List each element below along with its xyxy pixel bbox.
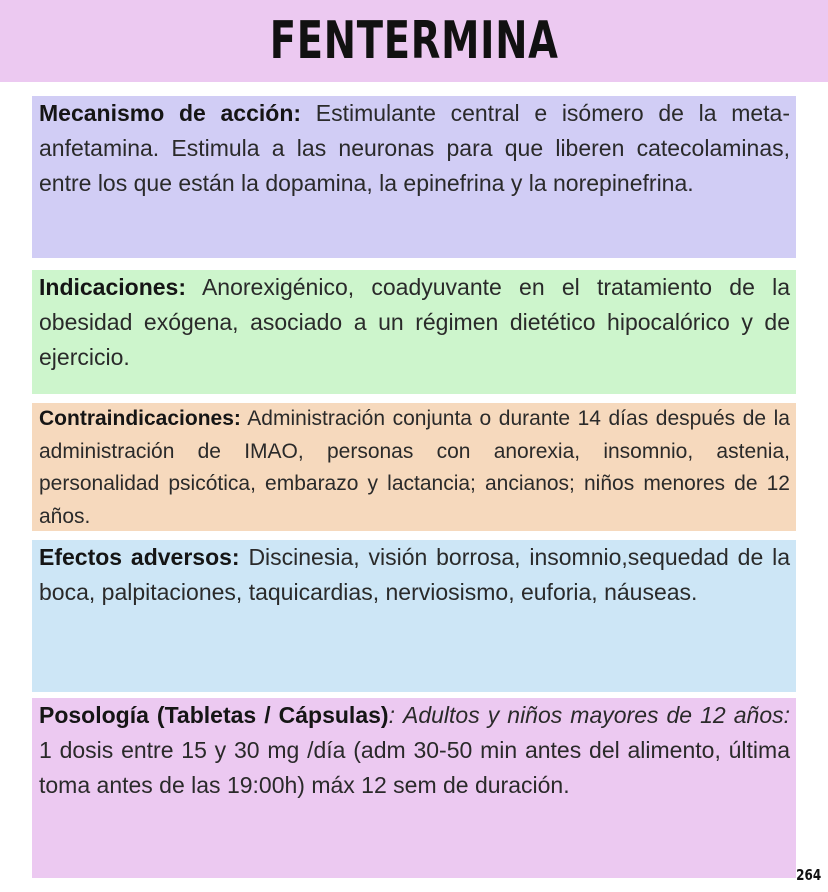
section-contraindicaciones: [32, 403, 796, 531]
section-efectos-label: Efectos adversos:: [39, 544, 240, 570]
section-posologia-colon: :: [388, 702, 395, 728]
section-indicaciones-body: [39, 270, 790, 375]
section-posologia-body: [39, 698, 790, 803]
section-contraindicaciones-body: [39, 403, 790, 533]
section-contraindicaciones-label: Contraindicaciones:: [39, 407, 241, 430]
section-efectos-adversos: [32, 540, 796, 692]
section-mecanismo-label: Mecanismo de acción:: [39, 100, 302, 126]
section-posologia-text: 1 dosis entre 15 y 30 mg /día (adm 30-50 min antes del alimento, última toma antes de las 19:00h) máx 12 sem de duración.: [39, 737, 790, 798]
section-efectos-body: [39, 540, 790, 610]
section-mecanismo-text: Estimulante central e isómero de la meta-anfetamina. Estimula a las neuronas para que liberen catecolaminas, entre los que están la dopamina, la epinefrina y la norepinefrina.: [39, 100, 790, 196]
title-banner: [0, 0, 828, 82]
section-indicaciones: [32, 270, 796, 394]
section-efectos-text: Discinesia, visión borrosa, insomnio,sequedad de la boca, palpitaciones, taquicardias, nerviosismo, euforia, náuseas.: [39, 544, 790, 605]
page-number: 264: [795, 866, 821, 884]
section-posologia-label: Posología (Tabletas / Cápsulas): [39, 702, 389, 728]
section-mecanismo: [32, 96, 796, 258]
section-mecanismo-body: [39, 96, 790, 201]
section-contraindicaciones-text: Administración conjunta o durante 14 días después de la administración de IMAO, personas con anorexia, insomnio, astenia, personalidad psicótica, embarazo y lactancia; ancianos; niños menores de 12 años.: [39, 407, 790, 528]
section-posologia: [32, 698, 796, 878]
section-indicaciones-label: Indicaciones:: [39, 274, 186, 300]
section-indicaciones-text: Anorexigénico, coadyuvante en el tratamiento de la obesidad exógena, asociado a un régimen dietético hipocalórico y de ejercicio.: [39, 274, 791, 370]
page-title: FENTERMINA: [269, 11, 559, 71]
section-posologia-italic: Adultos y niños mayores de 12 años:: [403, 702, 790, 728]
